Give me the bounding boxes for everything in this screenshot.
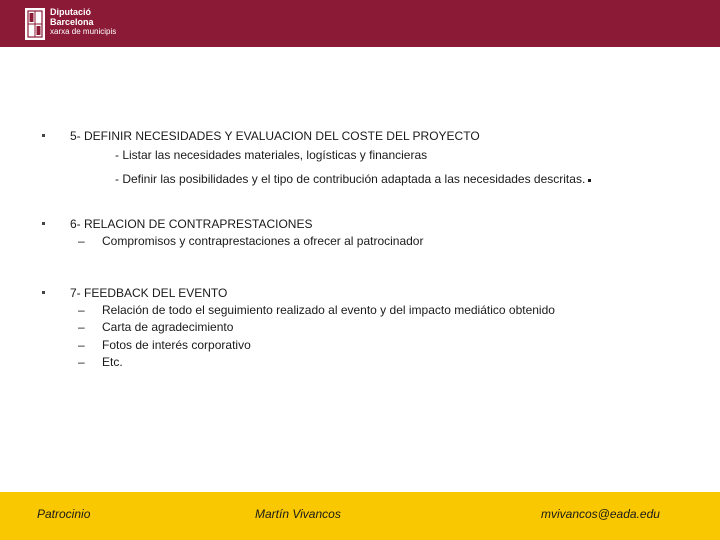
logo-line-2: Barcelona xyxy=(50,16,94,27)
bullet-marker xyxy=(42,291,45,294)
dash-marker: – xyxy=(78,338,85,352)
dash-marker: – xyxy=(78,303,85,317)
section-title: 6- RELACION DE CONTRAPRESTACIONES xyxy=(70,217,313,231)
footer-email: mvivancos@eada.edu xyxy=(541,507,660,521)
logo-line-3: xarxa de municipis xyxy=(50,27,117,36)
list-item: Relación de todo el seguimiento realizado al evento y del impacto mediático obtenido xyxy=(102,303,555,317)
list-item: Compromisos y contraprestaciones a ofrecer al patrocinador xyxy=(102,234,424,248)
list-item: Etc. xyxy=(102,355,123,369)
dash-marker: – xyxy=(78,320,85,334)
bullet-marker xyxy=(42,134,45,137)
list-item: Fotos de interés corporativo xyxy=(102,338,251,352)
section-title: 5- DEFINIR NECESIDADES Y EVALUACION DEL COSTE DEL PROYECTO xyxy=(70,129,480,143)
dash-marker: – xyxy=(78,355,85,369)
dash-marker: – xyxy=(78,234,85,248)
bullet-marker xyxy=(42,222,45,225)
list-item: Carta de agradecimiento xyxy=(102,320,234,334)
footer-bar xyxy=(0,492,720,540)
dot-marker xyxy=(588,179,591,182)
list-item: - Definir las posibilidades y el tipo de contribución adaptada a las necesidades descritas. xyxy=(115,172,591,186)
section-title: 7- FEEDBACK DEL EVENTO xyxy=(70,286,228,300)
footer-topic: Patrocinio xyxy=(37,507,91,521)
logo-line-1: Diputació xyxy=(50,7,92,17)
list-item: - Listar las necesidades materiales, logísticas y financieras xyxy=(115,148,428,162)
footer-author: Martín Vivancos xyxy=(255,507,341,521)
